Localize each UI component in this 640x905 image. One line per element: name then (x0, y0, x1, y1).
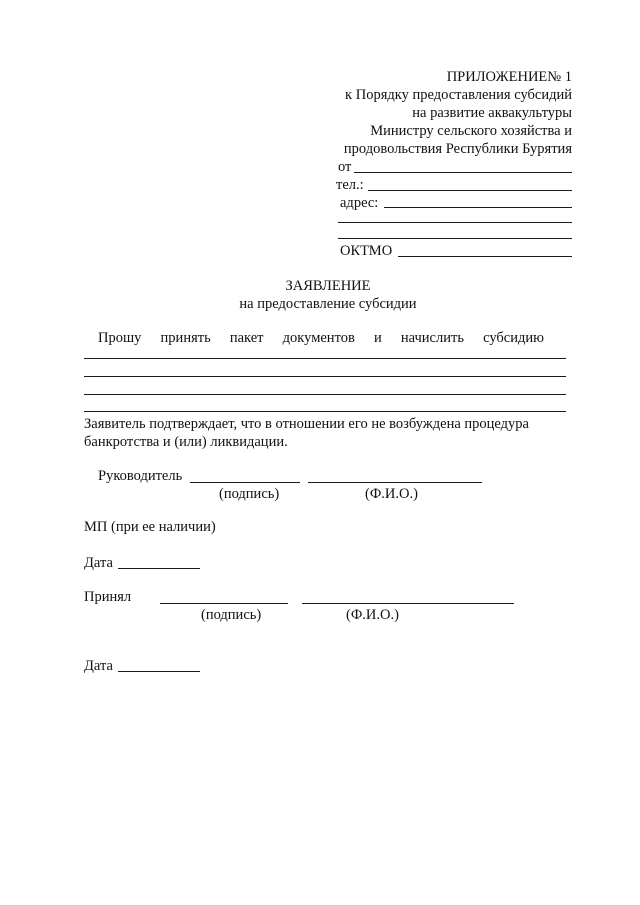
oktmo-label: ОКТМО (340, 243, 393, 259)
request-field-line-4[interactable] (84, 411, 566, 412)
addressee-line-1: Министру сельского хозяйства и (370, 123, 572, 139)
document-subtitle: на предоставление субсидии (239, 296, 417, 312)
request-field-line-2[interactable] (84, 376, 566, 377)
address-field-line-3[interactable] (338, 238, 572, 239)
phone-label: тел.: (336, 177, 364, 193)
request-word: и (373, 330, 382, 346)
confirmation-line-1: Заявитель подтверждает, что в отношении его не возбуждена процедура (84, 416, 529, 432)
head-name-caption: (Ф.И.О.) (365, 486, 418, 502)
request-field-line-1[interactable] (84, 358, 566, 359)
oktmo-field[interactable] (398, 256, 572, 257)
date-label: Дата (84, 555, 113, 571)
appendix-purpose: на развитие аквакультуры (412, 105, 572, 121)
request-word: документов (282, 330, 355, 346)
address-field[interactable] (384, 207, 572, 208)
head-name-field[interactable] (308, 482, 482, 483)
appendix-reference: к Порядку предоставления субсидий (345, 87, 572, 103)
date-label-2: Дата (84, 658, 113, 674)
request-word: Прошу (98, 330, 142, 346)
addressee-line-2: продовольствия Республики Бурятия (343, 141, 572, 157)
request-text (98, 331, 544, 346)
from-label: от (338, 159, 352, 175)
appendix-title: ПРИЛОЖЕНИЕ№ 1 (446, 69, 572, 85)
received-signature-field[interactable] (160, 603, 288, 604)
phone-field[interactable] (368, 190, 572, 191)
head-signature-field[interactable] (190, 482, 300, 483)
address-label: адрес: (340, 195, 379, 211)
request-word: пакет (229, 330, 264, 346)
request-word: субсидию (483, 330, 544, 346)
received-name-caption: (Ф.И.О.) (346, 607, 399, 623)
received-signature-caption: (подпись) (201, 607, 262, 623)
head-label: Руководитель (98, 468, 183, 484)
document-title: ЗАЯВЛЕНИЕ (285, 278, 371, 294)
address-field-line-2[interactable] (338, 222, 572, 223)
request-word: начислить (400, 330, 464, 346)
request-field-line-3[interactable] (84, 394, 566, 395)
confirmation-line-2: банкротства и (или) ликвидации. (84, 434, 288, 450)
request-word: принять (160, 330, 211, 346)
date-field-2[interactable] (118, 671, 200, 672)
received-name-field[interactable] (302, 603, 514, 604)
date-field[interactable] (118, 568, 200, 569)
received-label: Принял (84, 589, 132, 605)
stamp-note: МП (при ее наличии) (84, 519, 216, 535)
from-field[interactable] (354, 172, 572, 173)
head-signature-caption: (подпись) (219, 486, 280, 502)
